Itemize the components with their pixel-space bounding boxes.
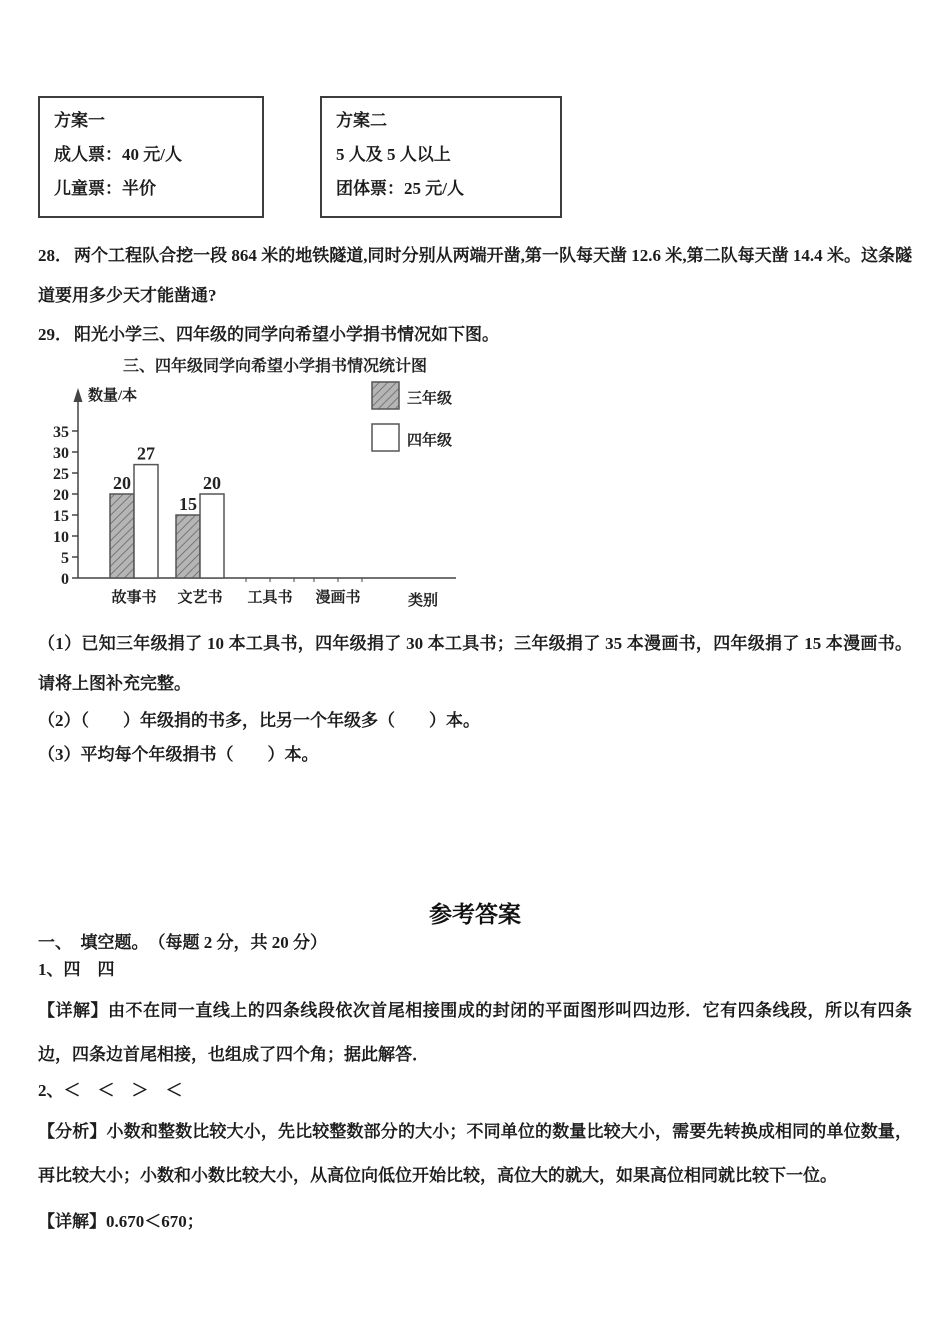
bar-三年级-故事书 xyxy=(110,494,134,578)
chart-title: 三、四年级同学向希望小学捐书情况统计图 xyxy=(122,358,427,375)
legend-label-三年级: 三年级 xyxy=(407,391,453,407)
answer-2-analysis: 【分析】小数和整数比较大小，先比较整数部分的大小；不同单位的数量比较大小，需要先转换成相同的单位数量，再比较大小；小数和小数比较大小，从高位向低位开始比较，高位大的就大，如果高位相同就比较下一位。 xyxy=(38,1122,912,1185)
donation-chart-block xyxy=(52,356,498,614)
plan1-line1: 成人票：40 元/人 xyxy=(54,145,182,164)
plan2-title: 方案二 xyxy=(336,111,387,130)
answers-heading: 参考答案 xyxy=(429,901,521,927)
question-29-sub3: （3）平均每个年级捐书（ ）本。 xyxy=(38,745,319,764)
plan2-line1: 5 人及 5 人以上 xyxy=(336,145,451,164)
y-axis-arrow-icon xyxy=(74,388,83,402)
x-axis-title: 类别 xyxy=(408,593,439,609)
bar-四年级-文艺书 xyxy=(200,494,224,578)
answer-2: 2、＜ ＜ ＞ ＜ xyxy=(38,1081,183,1100)
question-28-number: 28． xyxy=(38,246,73,265)
y-tick-label: 15 xyxy=(53,508,69,525)
plan2-box xyxy=(320,96,562,218)
y-tick-label: 30 xyxy=(53,445,69,462)
bar-三年级-文艺书 xyxy=(176,515,200,578)
question-29-sub2: （2）（ ）年级捐的书多，比另一个年级多（ ）本。 xyxy=(38,711,480,730)
y-axis-title: 数量/本 xyxy=(88,388,138,404)
y-tick-label: 35 xyxy=(53,424,69,441)
answer-2-detail: 【详解】0.670＜670； xyxy=(38,1212,204,1231)
legend-swatch-三年级 xyxy=(372,382,399,409)
category-label: 漫画书 xyxy=(315,590,361,606)
question-28 xyxy=(38,236,912,316)
plan1-title: 方案一 xyxy=(54,111,105,130)
y-tick-label: 20 xyxy=(53,487,69,504)
question-28-text: 两个工程队合挖一段 864 米的地铁隧道,同时分别从两端开凿,第一队每天凿 12.6 米,第二队每天凿 14.4 米。这条隧道要用多少天才能凿通? xyxy=(38,246,913,305)
answers-section1-title: 一、 填空题。 （每题 2 分，共 20 分） xyxy=(38,933,327,952)
question-29-sub1: （1）已知三年级捐了 10 本工具书，四年级捐了 30 本工具书；三年级捐了 35 本漫画书，四年级捐了 15 本漫画书。请将上图补充完整。 xyxy=(38,634,912,693)
bar-value-label: 20 xyxy=(203,473,221,493)
legend-swatch-四年级 xyxy=(372,424,399,451)
y-tick-label: 5 xyxy=(61,550,69,567)
question-29 xyxy=(38,316,912,354)
y-tick-label: 25 xyxy=(53,466,69,483)
answer-1: 1、四 四 xyxy=(38,960,115,979)
donation-bar-chart xyxy=(52,378,498,614)
plan2-line2: 团体票：25 元/人 xyxy=(336,179,464,198)
plan1-box xyxy=(38,96,264,218)
legend-label-四年级: 四年级 xyxy=(407,433,453,449)
bar-value-label: 20 xyxy=(113,473,131,493)
bar-value-label: 27 xyxy=(137,443,155,464)
category-label: 故事书 xyxy=(111,590,157,606)
bar-value-label: 15 xyxy=(179,494,197,514)
plan1-line2: 儿童票：半价 xyxy=(54,179,156,198)
category-label: 文艺书 xyxy=(177,590,223,606)
y-tick-label: 10 xyxy=(53,529,69,546)
answer-1-detail: 【详解】由不在同一直线上的四条线段依次首尾相接围成的封闭的平面图形叫四边形．它有四条线段，所以有四条边，四条边首尾相接，也组成了四个角；据此解答． xyxy=(38,1001,912,1064)
category-label: 工具书 xyxy=(247,590,293,606)
question-29-number: 29． xyxy=(38,325,72,344)
bar-四年级-故事书 xyxy=(134,465,158,578)
y-tick-label: 0 xyxy=(61,571,69,588)
question-29-text: 阳光小学三、四年级的同学向希望小学捐书情况如下图。 xyxy=(74,325,499,344)
plan-boxes-row xyxy=(38,0,912,218)
